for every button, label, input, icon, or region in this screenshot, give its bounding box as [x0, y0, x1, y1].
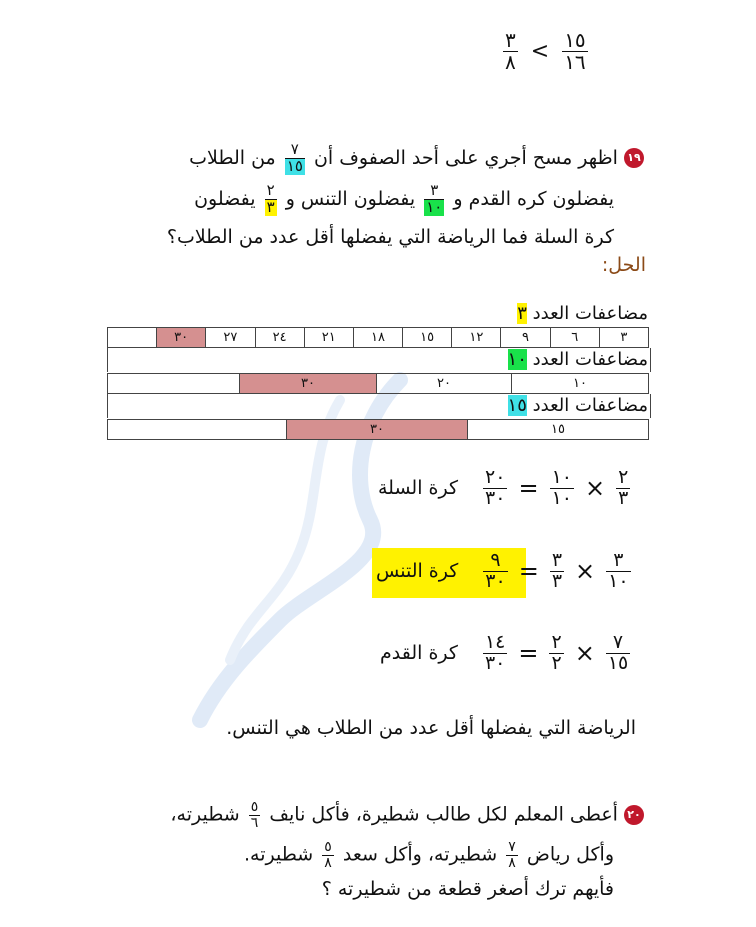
- cell: ٩: [501, 328, 550, 348]
- q19-fraction-tennis: $\frac{٣}{١٠}$: [426, 181, 443, 216]
- cell: ١٥: [403, 328, 452, 348]
- cell: ٢٧: [206, 328, 255, 348]
- solution-label: الحل:: [601, 254, 646, 276]
- result-fraction: $\frac{١٤}{٣٠}$: [484, 631, 506, 674]
- cell: ٢٠: [377, 374, 512, 394]
- top-comparison: [500, 30, 591, 73]
- multiplier-fraction: $\frac{١٠}{١٠}$: [551, 466, 572, 509]
- cell-common-multiple: ٣٠: [157, 328, 206, 348]
- times-sign: ×: [584, 474, 606, 503]
- cell: ١٥: [468, 420, 649, 440]
- fraction-left: $\frac{٣}{٨}$: [505, 28, 516, 74]
- multiplier-fraction: $\frac{٣}{٣}$: [551, 549, 563, 592]
- q20-badge: ٢٠: [624, 805, 644, 825]
- equation-tennis: [376, 551, 634, 592]
- multiples-15-label: مضاعفات العدد ١٥: [507, 395, 648, 416]
- cell: ٣: [599, 328, 648, 348]
- fraction-right: $\frac{١٥}{١٦}$: [564, 28, 586, 74]
- equals-sign: =: [518, 474, 539, 503]
- less-than-sign: <: [530, 39, 550, 64]
- equation-basketball: [378, 468, 633, 509]
- multiples-10-label: مضاعفات العدد ١٠: [507, 349, 648, 370]
- result-fraction: $\frac{٢٠}{٣٠}$: [485, 466, 506, 509]
- q19-line-1: ١٩ اظهر مسح أجري على أحد الصفوف أن $\frac{٧}{١٥}$ من الطلاب: [189, 142, 644, 175]
- q19-fraction-basketball: $\frac{٢}{٣}$: [266, 181, 275, 216]
- q20-fraction-saad: $\frac{٥}{٨}$: [324, 839, 332, 871]
- result-fraction: $\frac{٩}{٣٠}$: [485, 549, 506, 592]
- equals-sign: =: [518, 639, 539, 668]
- times-sign: ×: [575, 557, 596, 586]
- cell: ١٢: [452, 328, 501, 348]
- cell: ١٨: [353, 328, 402, 348]
- equation-football: [380, 633, 633, 674]
- q19-line-2: يفضلون كره القدم و $\frac{٣}{١٠}$ يفضلون التنس و $\frac{٢}{٣}$ يفضلون: [194, 181, 614, 216]
- cell-empty: [108, 328, 157, 348]
- q19-fraction-football: $\frac{٧}{١٥}$: [286, 140, 303, 175]
- equals-sign: =: [518, 557, 539, 586]
- q19-badge: ١٩: [624, 148, 644, 168]
- conclusion-text: الرياضة التي يفضلها أقل عدد من الطلاب هي التنس.: [226, 717, 636, 739]
- cell-common-multiple: ٣٠: [240, 374, 377, 394]
- equation-label: كرة السلة: [378, 477, 459, 500]
- cell: ٢٤: [255, 328, 304, 348]
- cell-empty: [108, 420, 287, 440]
- cell: ٦: [550, 328, 599, 348]
- q19-line-3: كرة السلة فما الرياضة التي يفضلها أقل عدد من الطلاب؟: [166, 226, 614, 248]
- cell: ٢١: [304, 328, 353, 348]
- multiples-15-table: [107, 419, 649, 440]
- q20-line-1: ٢٠ أعطى المعلم لكل طالب شطيرة، فأكل نايف $\frac{٥}{٦}$ شطيرته،: [170, 800, 644, 830]
- q20-fraction-nayef: $\frac{٥}{٦}$: [250, 799, 259, 831]
- multiples-3-label: مضاعفات العدد ٣: [517, 303, 648, 324]
- original-fraction: $\frac{٧}{١٥}$: [607, 631, 629, 674]
- q20-line-2: وأكل رياض $\frac{٧}{٨}$ شطيرته، وأكل سعد $\frac{٥}{٨}$ شطيرته.: [243, 839, 614, 871]
- q20-fraction-riyad: $\frac{٧}{٨}$: [508, 839, 516, 871]
- original-fraction: $\frac{٢}{٣}$: [618, 466, 629, 509]
- equation-label: كرة القدم: [380, 642, 458, 665]
- cell: ١٠: [512, 374, 649, 394]
- equation-label: كرة التنس: [376, 560, 459, 583]
- q20-line-3: فأيهم ترك أصغر قطعة من شطيرته ؟: [321, 878, 614, 900]
- multiples-10-table: [107, 373, 649, 394]
- multiples-3-table: [107, 327, 649, 348]
- cell-common-multiple: ٣٠: [287, 420, 468, 440]
- multiplier-fraction: $\frac{٢}{٢}$: [551, 631, 562, 674]
- original-fraction: $\frac{٣}{١٠}$: [608, 549, 629, 592]
- times-sign: ×: [574, 639, 595, 668]
- cell-empty: [108, 374, 240, 394]
